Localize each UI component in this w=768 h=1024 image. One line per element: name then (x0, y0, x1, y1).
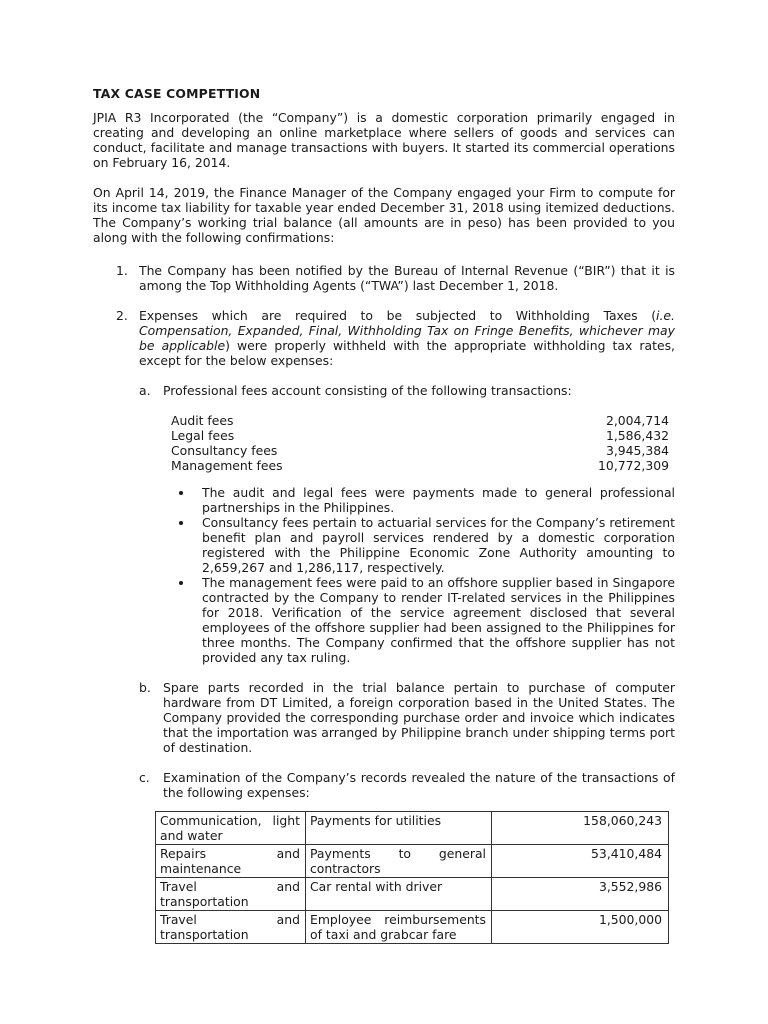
amount-cell: 1,500,000 (492, 911, 669, 944)
fee-note (179, 485, 675, 515)
table-row (156, 812, 669, 845)
expenses-table (155, 811, 669, 944)
account-cell: Travel and transportation (156, 878, 306, 911)
fee-row (171, 428, 669, 443)
document-title: TAX CASE COMPETTION (93, 86, 261, 101)
fee-amount: 2,004,714 (605, 413, 669, 428)
exception-item-b (139, 680, 675, 755)
exceptions-list (139, 383, 675, 944)
fee-note (179, 515, 675, 575)
fee-row (171, 458, 669, 473)
account-cell: Repairs and maintenance (156, 845, 306, 878)
professional-fees-list (171, 413, 669, 473)
fee-note-text: Consultancy fees pertain to actuarial services for the Company’s retirement benefit plan and payroll services rendered by a domestic corporation registered with the Philippine Economic Zone Authority amounting to 2,659,267 and 1,286,117, respectively. (202, 515, 675, 575)
exception-item-a (139, 383, 675, 665)
nature-cell: Car rental with driver (306, 878, 492, 911)
document-page (93, 86, 675, 959)
bullet-icon (179, 581, 183, 585)
amount-cell: 158,060,243 (492, 812, 669, 845)
table-row (156, 845, 669, 878)
nature-cell: Payments to general contractors (306, 845, 492, 878)
confirmation-item-1 (93, 263, 675, 293)
exception-item-c (139, 770, 675, 944)
exception-text: Examination of the Company’s records revealed the nature of the transactions of the following expenses: (163, 770, 675, 800)
confirmation-text: The Company has been notified by the Bureau of Internal Revenue (“BIR”) that it is among the Top Withholding Agents (“TWA”) last December 1, 2018. (139, 263, 675, 293)
fee-amount: 3,945,384 (605, 443, 669, 458)
list-marker: 2. (116, 308, 128, 323)
intro-paragraph-1: JPIA R3 Incorporated (the “Company”) is a domestic corporation primarily engaged in creating and developing an online marketplace where sellers of goods and services can conduct, facilitate and manage transactions with buyers. It started its commercial operations on February 16, 2014. (93, 110, 675, 170)
nature-cell: Payments for utilities (306, 812, 492, 845)
nature-cell: Employee reimbursements of taxi and grabcar fare (306, 911, 492, 944)
bullet-icon (179, 491, 183, 495)
text-before: Expenses which are required to be subjected to Withholding Taxes ( (139, 308, 657, 323)
fee-label: Audit fees (171, 413, 234, 428)
italic-text: i.e. Compensation, Expanded, Final, Withholding Tax on Fringe Benefits, whichever may be applicable (139, 308, 675, 353)
table-row (156, 911, 669, 944)
fee-note (179, 575, 675, 665)
fee-row (171, 413, 669, 428)
intro-paragraph-2: On April 14, 2019, the Finance Manager of the Company engaged your Firm to compute for its income tax liability for taxable year ended December 31, 2018 using itemized deductions. The Company’s working trial balance (all amounts are in peso) has been provided to you along with the following confirmations: (93, 185, 675, 245)
exception-text: Professional fees account consisting of the following transactions: (163, 383, 572, 398)
confirmation-item-2 (93, 308, 675, 944)
fee-row (171, 443, 669, 458)
fee-label: Legal fees (171, 428, 235, 443)
table-row (156, 878, 669, 911)
fee-notes-list (179, 485, 675, 665)
bullet-icon (179, 521, 183, 525)
fee-label: Management fees (171, 458, 283, 473)
fee-note-text: The management fees were paid to an offshore supplier based in Singapore contracted by the Company to render IT-related services in the Philippines for 2018. Verification of the service agreement disclosed that several employees of the offshore supplier had been assigned to the Philippines for three months. The Company confirmed that the offshore supplier has not provided any tax ruling. (202, 575, 675, 665)
account-cell: Communication, light and water (156, 812, 306, 845)
fee-amount: 1,586,432 (605, 428, 669, 443)
text-after: ) were properly withheld with the appropriate withholding tax rates, except for the below expenses: (139, 338, 675, 368)
confirmations-list (93, 263, 675, 944)
list-marker: 1. (116, 263, 128, 278)
amount-cell: 53,410,484 (492, 845, 669, 878)
fee-amount: 10,772,309 (598, 458, 669, 473)
account-cell: Travel and transportation (156, 911, 306, 944)
list-marker: b. (139, 680, 151, 695)
list-marker: c. (139, 770, 150, 785)
exception-text: Spare parts recorded in the trial balance pertain to purchase of computer hardware from DT Limited, a foreign corporation based in the United States. The Company provided the corresponding purchase order and invoice which indicates that the importation was arranged by Philippine branch under shipping terms port of destination. (163, 680, 675, 755)
fee-label: Consultancy fees (171, 443, 278, 458)
confirmation-text (139, 308, 675, 368)
fee-note-text: The audit and legal fees were payments made to general professional partnerships in the Philippines. (202, 485, 675, 515)
amount-cell: 3,552,986 (492, 878, 669, 911)
list-marker: a. (139, 383, 151, 398)
